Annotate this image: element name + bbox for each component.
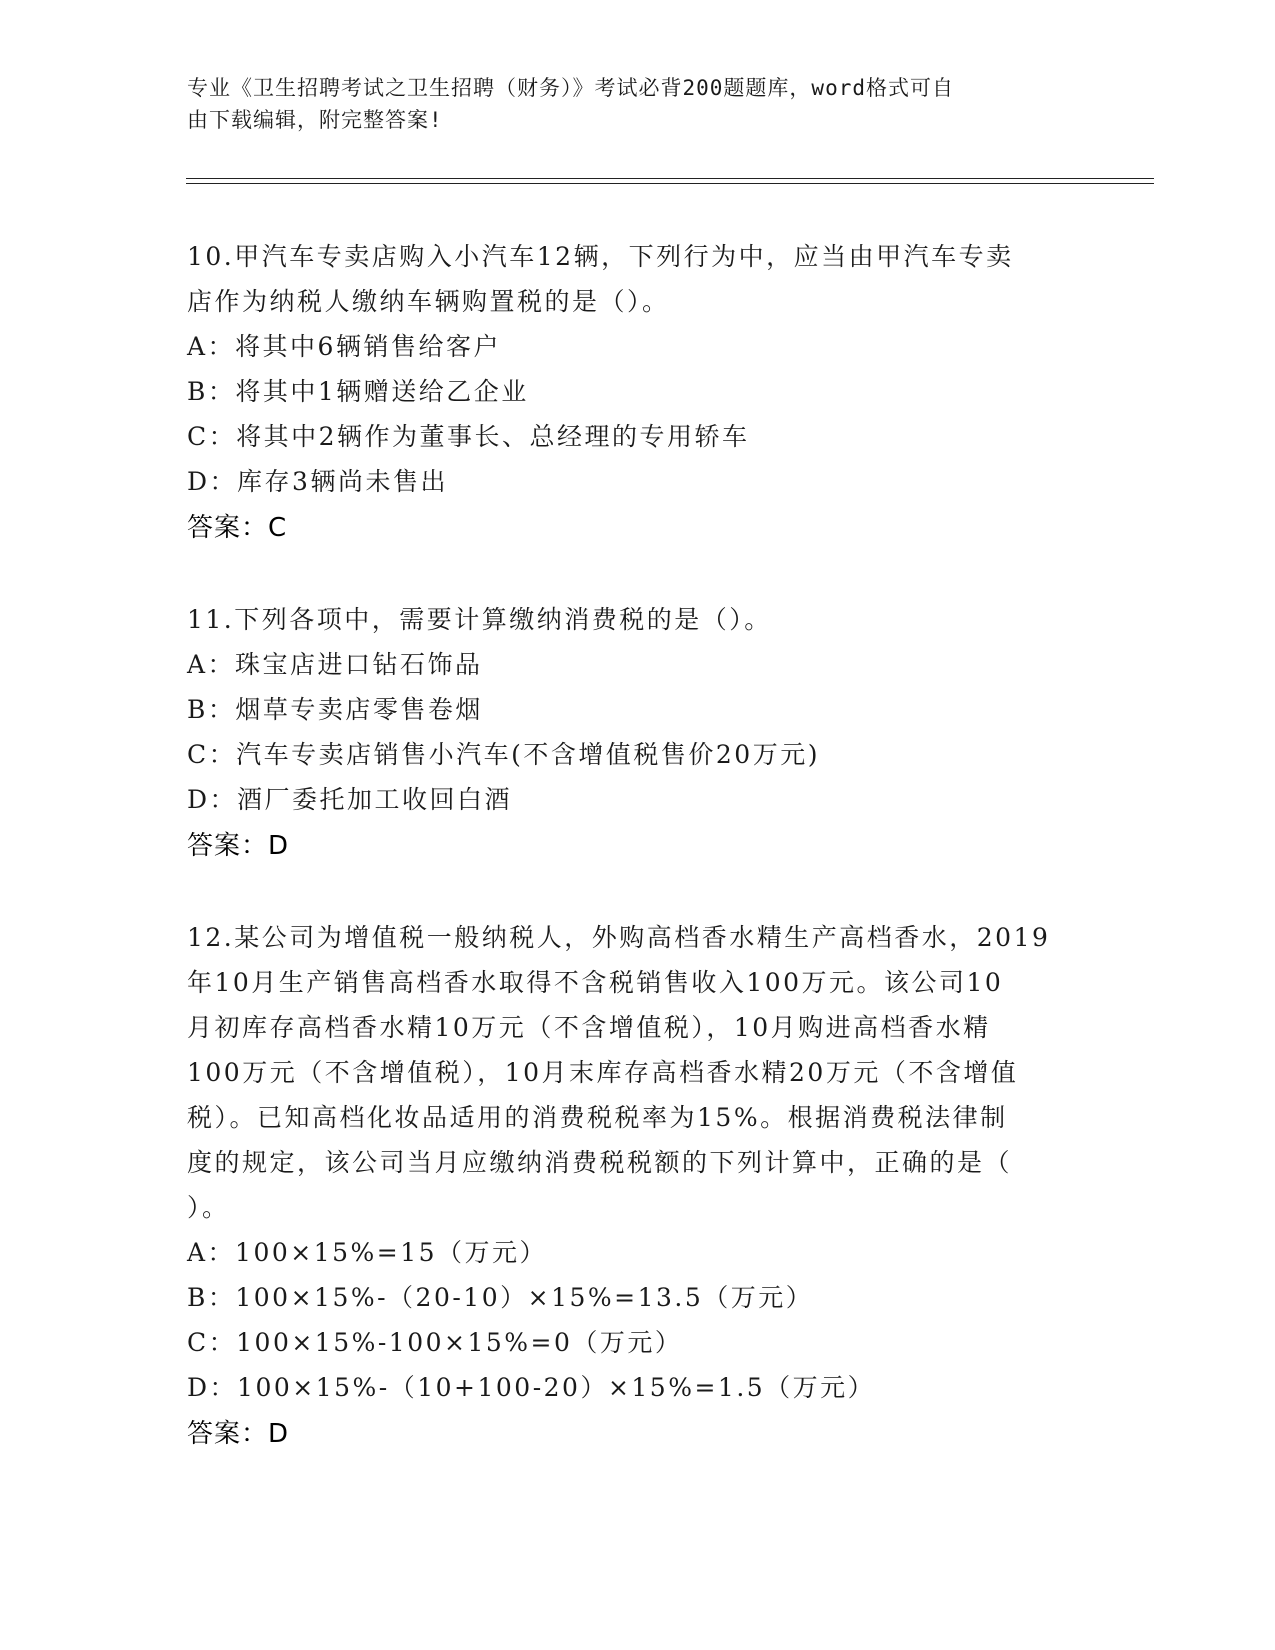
option-c: C：将其中2辆作为董事长、总经理的专用轿车 [187,422,750,451]
option-a: A：珠宝店进口钻石饰品 [187,650,483,679]
question-stem [187,597,1087,642]
question-stem-line: ）。 [187,1193,230,1222]
option-b: B：100×15%-（20-10）×15%=13.5（万元） [187,1283,814,1312]
question-stem-line: 月初库存高档香水精10万元（不含增值税），10月购进高档香水精 [187,1013,991,1042]
option-d: D：酒厂委托加工收回白酒 [187,785,513,814]
option-b: B：将其中1辆赠送给乙企业 [187,377,529,406]
option-a: A：100×15%=15（万元） [187,1238,548,1267]
question-stem-line: 度的规定，该公司当月应缴纳消费税税额的下列计算中，正确的是（ [187,1148,1013,1177]
option-c: C：汽车专卖店销售小汽车(不含增值税售价20万元) [187,740,820,769]
question-stem-line: 10.甲汽车专卖店购入小汽车12辆，下列行为中，应当由甲汽车专卖 [187,242,1014,271]
header-line: 由下载编辑，附完整答案! [187,108,443,132]
option-c: C：100×15%-100×15%=0（万元） [187,1328,683,1357]
question-stem-line: 店作为纳税人缴纳车辆购置税的是（）。 [187,287,670,316]
answer-line: 答案：C [187,513,288,543]
header-divider [186,178,1154,179]
question-block [187,597,1087,870]
question-stem-line: 11.下列各项中，需要计算缴纳消费税的是（）。 [187,605,772,634]
question-block [187,915,1087,1458]
question-stem-line: 100万元（不含增值税），10月末库存高档香水精20万元（不含增值 [187,1058,1019,1087]
document-header [187,72,1067,136]
header-line: 专业《卫生招聘考试之卫生招聘（财务）》考试必背200题题库，word格式可自 [187,76,954,100]
option-d: D：100×15%-（10+100-20）×15%=1.5（万元） [187,1373,876,1402]
option-d: D：库存3辆尚未售出 [187,467,448,496]
question-block [187,234,1087,552]
option-a: A：将其中6辆销售给客户 [187,332,501,361]
question-stem-line: 年10月生产销售高档香水取得不含税销售收入100万元。该公司10 [187,968,1004,997]
question-stem-line: 税）。已知高档化妆品适用的消费税税率为15%。根据消费税法律制 [187,1103,1008,1132]
question-stem-line: 12.某公司为增值税一般纳税人，外购高档香水精生产高档香水，2019 [187,923,1051,952]
answer-line: 答案：D [187,831,290,861]
option-b: B：烟草专卖店零售卷烟 [187,695,483,724]
question-stem [187,915,1087,1230]
answer-line: 答案：D [187,1419,290,1449]
question-stem [187,234,1087,324]
header-divider [186,183,1154,184]
